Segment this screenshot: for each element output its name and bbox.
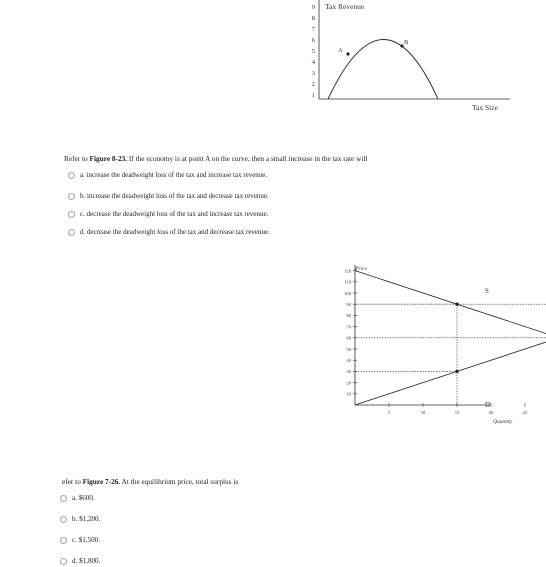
option-c-text[interactable]: c. $1,500. <box>72 536 100 544</box>
y-tick-label: 30 <box>346 369 351 375</box>
option-b-text[interactable]: b. $1,200. <box>72 515 101 523</box>
curve-point <box>455 370 458 373</box>
y-tick-label: 9 <box>311 4 315 11</box>
radio-option-b[interactable] <box>60 516 67 523</box>
price-axis-label: Price <box>355 266 367 272</box>
question-1-text: Refer to Figure 8-23. If the economy is at point A on the curve, then a small increase in the tax rate will <box>64 154 368 163</box>
question-2-text: efer to Figure 7-26. At the equilibrium price, total surplus is <box>62 477 239 486</box>
supply-demand-figure <box>335 260 528 430</box>
figure-ref: Figure 8-23. <box>89 154 128 163</box>
y-tick-label: 40 <box>346 358 351 363</box>
y-tick-label: 110 <box>344 279 351 285</box>
question-1 <box>64 154 367 163</box>
x-tick-label: 25 <box>522 410 528 415</box>
x-tick-label: 15 <box>454 410 460 415</box>
option-d-text[interactable]: d. decrease the deadweight loss of the tax and decrease tax revenue. <box>80 228 270 236</box>
curve-point <box>455 303 458 306</box>
y-tick-label: 50 <box>346 346 351 352</box>
y-tick-label: 80 <box>346 313 351 319</box>
y-tick-label: 20 <box>346 380 351 386</box>
radio-option-c[interactable] <box>60 537 67 544</box>
radio-option-a[interactable] <box>60 495 67 502</box>
y-tick-label: 100 <box>344 290 351 296</box>
option-b-text[interactable]: b. increase the deadweight loss of the tax and decrease tax revenue. <box>80 192 269 200</box>
y-tick-label: 3 <box>311 70 315 77</box>
radio-option-b[interactable] <box>68 193 75 200</box>
figure-ref: Figure 7-26. <box>82 477 121 486</box>
figure-2-plot <box>344 265 546 415</box>
y-tick-label: 8 <box>311 15 315 22</box>
y-tick-label: 60 <box>346 335 351 341</box>
point-b-label: B <box>404 39 409 46</box>
x-tick-label: 20 <box>488 410 494 415</box>
option-c-text[interactable]: c. decrease the deadweight loss of the tax and increase tax revenue. <box>80 210 269 218</box>
x-tick-label: 10 <box>420 410 426 415</box>
point-a-label: A <box>338 47 343 54</box>
radio-option-d[interactable] <box>60 558 67 565</box>
option-d-text[interactable]: d. $1,800. <box>72 557 101 565</box>
point-a <box>346 52 349 55</box>
y-tick-label: 90 <box>346 302 351 307</box>
x-axis-label: Tax Size <box>472 103 498 112</box>
supply-label: S <box>485 287 489 295</box>
y-tick-label: 70 <box>346 324 351 330</box>
y-tick-label: 1 <box>311 92 315 99</box>
option-a-text[interactable]: a. increase the deadweight loss of the tax and increase tax revenue. <box>80 171 268 179</box>
tax-revenue-curve <box>328 40 438 100</box>
radio-option-d[interactable] <box>68 229 75 236</box>
tax-revenue-figure <box>300 0 510 120</box>
radio-option-c[interactable] <box>68 211 75 218</box>
radio-option-a[interactable] <box>68 172 75 179</box>
y-tick-label: 5 <box>311 48 315 55</box>
y-tick-label: 120 <box>344 268 351 274</box>
y-tick-label: 4 <box>311 59 315 66</box>
y-tick-label: 10 <box>346 391 351 397</box>
y-tick-labels <box>312 4 316 99</box>
y-tick-label: 6 <box>311 37 315 44</box>
option-a-text[interactable]: a. $600. <box>72 494 95 502</box>
x-tick-label: 5 <box>387 410 391 415</box>
demand-label: D <box>485 401 491 409</box>
y-tick-label: 2 <box>311 81 315 88</box>
y-axis-label: Tax Revenue <box>325 2 365 11</box>
y-tick-label: 7 <box>311 26 315 33</box>
quantity-axis-label: Quantity <box>493 419 513 425</box>
